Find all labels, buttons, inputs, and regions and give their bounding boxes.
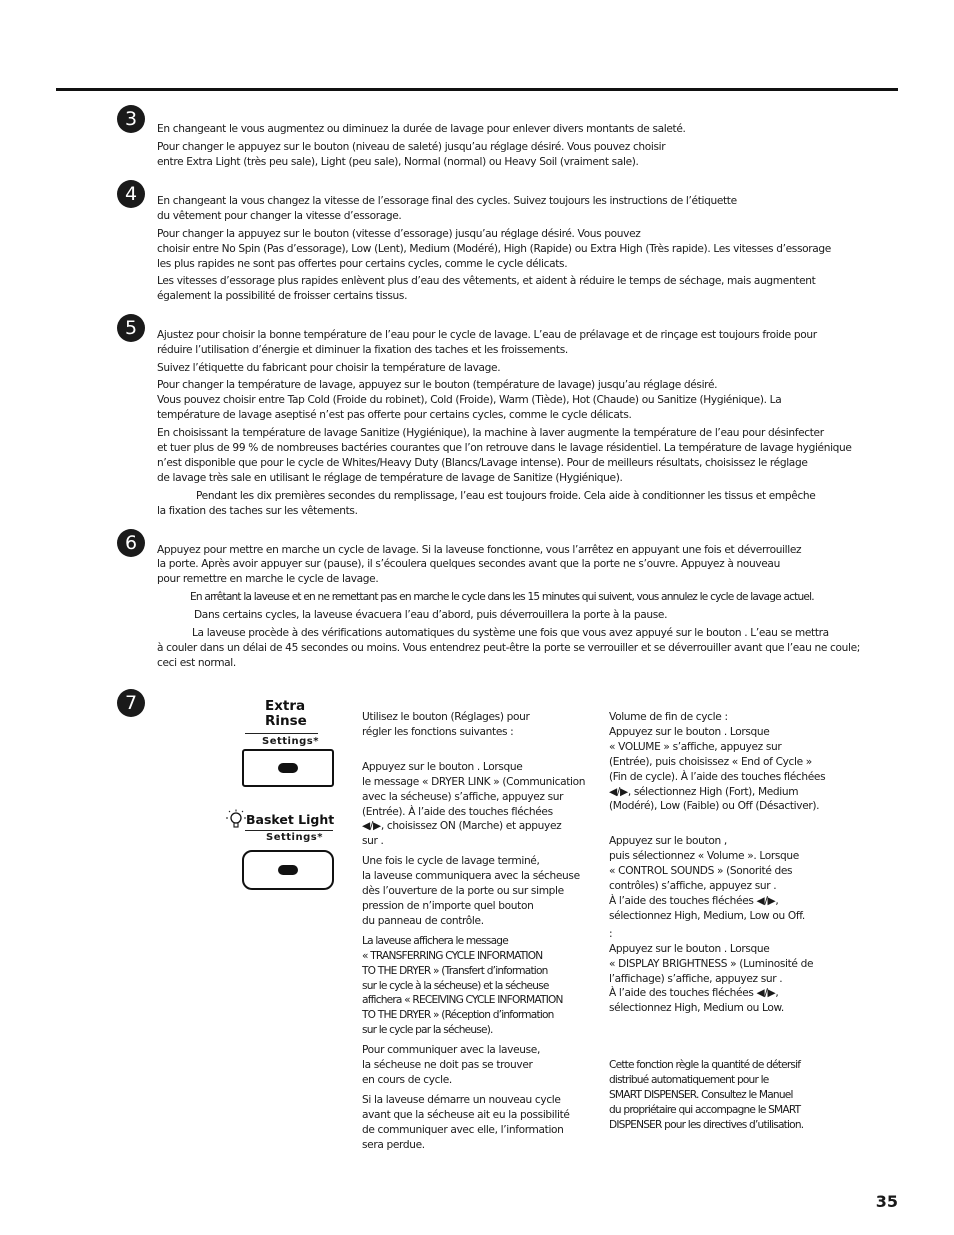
col2-line: sélectionnez High, Medium, Low ou Off. <box>609 909 805 922</box>
col2-line: « CONTROL SOUNDS » (Sonorité des <box>609 865 793 878</box>
s5-line: Ajustez pour choisir la bonne température de l’eau pour le cycle de lavage. L’eau de prélavage et de rinçage est toujours froide pour <box>157 329 817 341</box>
spacer <box>609 814 825 834</box>
col2-line: Appuyez sur le bouton . Lorsque <box>609 725 770 738</box>
settings-label: Settings* <box>262 736 319 747</box>
col2-line: l’affichage) s’affiche, appuyez sur . <box>609 972 783 985</box>
section-number-7: 7 <box>117 689 145 717</box>
col1-line: la laveuse communiquera avec la sécheuse <box>362 870 580 883</box>
col2-line: « DISPLAY BRIGHTNESS » (Luminosité de <box>609 957 814 970</box>
button-indicator <box>278 763 298 773</box>
col1-line: TO THE DRYER » (Réception d’information <box>362 1009 554 1022</box>
col1-line: du panneau de contrôle. <box>362 914 484 927</box>
section-number-5: 5 <box>117 314 145 342</box>
s6-line: la porte. Après avoir appuyer sur (pause), il s’écoulera quelques secondes avant que la porte ne s’ouvre. Appuyez à nouveau <box>157 558 780 570</box>
col1-line: sera perdue. <box>362 1138 425 1151</box>
col2-para <box>609 927 825 1016</box>
col1-line: Une fois le cycle de lavage terminé, <box>362 855 540 868</box>
s3-line: entre Extra Light (très peu sale), Light (peu sale), Normal (normal) ou Heavy Soil (vraiment sale). <box>157 156 639 168</box>
settings-divider <box>245 830 333 831</box>
col1-line: régler les fonctions suivantes : <box>362 725 514 738</box>
col2-line: (Entrée), puis choisissez « End of Cycle » <box>609 755 812 768</box>
s4-line: du vêtement pour changer la vitesse d’essorage. <box>157 210 402 222</box>
s5-line: En choisissant la température de lavage Sanitize (Hygiénique), la machine à laver augmente la température de l’eau pour désinfecter <box>157 427 824 439</box>
s5-line: n’est disponible que pour le cycle de Whites/Heavy Duty (Blancs/Lavage intense). Pour de meilleurs résultats, choisissez le réglage <box>157 457 808 469</box>
s5-line: et tuer plus de 99 % de nombreuses bactéries courantes que l’on retrouve dans le lavage résidentiel. La température de lavage hygiénique <box>157 442 852 454</box>
header-rule <box>56 88 898 91</box>
s3-line: En changeant le vous augmentez ou diminuez la durée de lavage pour enlever divers montants de saleté. <box>157 123 686 135</box>
col2-line: SMART DISPENSER. Consultez le Manuel <box>609 1089 793 1102</box>
col2-line: : <box>609 927 613 940</box>
s6-line: Dans certains cycles, la laveuse évacuera l’eau d’abord, puis déverrouillera la porte à la pause. <box>194 609 668 621</box>
col1-para <box>362 710 585 740</box>
s5-line: de lavage très sale en utilisant le réglage de température de lavage de Sanitize (Hygiénique). <box>157 472 623 484</box>
col1-para <box>362 760 585 849</box>
col2-line: Appuyez sur le bouton . Lorsque <box>609 942 770 955</box>
spacer <box>362 740 585 760</box>
col2-line: (Modéré), Low (Faible) ou Off (Désactiver). <box>609 800 820 813</box>
s5-line: température de lavage aseptisé n’est pas offerte pour certains cycles, comme le cycle délicats. <box>157 409 632 421</box>
page-number: 35 <box>875 1192 898 1211</box>
col1-line: (Entrée). À l’aide des touches fléchées <box>362 805 553 818</box>
col2-para <box>609 710 825 814</box>
col2-line: contrôles) s’affiche, appuyez sur . <box>609 880 777 893</box>
col1-line: Appuyez sur le bouton . Lorsque <box>362 760 523 773</box>
col1-line: affichera « RECEIVING CYCLE INFORMATION <box>362 994 563 1007</box>
s4-line: Les vitesses d’essorage plus rapides enlèvent plus d’eau des vêtements, et aident à réduire le temps de séchage, mais augmentent <box>157 275 816 287</box>
col1-line: avant que la sécheuse ait eu la possibilité <box>362 1108 570 1121</box>
settings-label: Settings* <box>266 832 323 843</box>
s4-line: choisir entre No Spin (Pas d’essorage), Low (Lent), Medium (Modéré), High (Rapide) ou Extra High (Très rapide). Les vitesses d’essorage <box>157 243 831 255</box>
col2-para <box>609 834 825 923</box>
col2-line: DISPENSER pour les directives d’utilisation. <box>609 1118 804 1131</box>
col2-line: du propriétaire qui accompagne le SMART <box>609 1103 801 1116</box>
col1-line: Si la laveuse démarre un nouveau cycle <box>362 1093 561 1106</box>
s6-line: La laveuse procède à des vérifications automatiques du système une fois que vous avez appuyé sur le bouton . L’eau se mettra <box>192 627 829 639</box>
col2-line: À l’aide des touches fléchées ◀/▶, <box>609 987 779 1000</box>
col2-line: Appuyez sur le bouton , <box>609 835 727 848</box>
col1-line: le message « DRYER LINK » (Communication <box>362 775 586 788</box>
s6-line: pour remettre en marche le cycle de lavage. <box>157 573 379 585</box>
settings-column-2 <box>609 710 825 1133</box>
spacer <box>609 1016 825 1058</box>
col2-line: puis sélectionnez « Volume ». Lorsque <box>609 850 799 863</box>
col2-line: (Fin de cycle). À l’aide des touches fléchées <box>609 770 826 783</box>
col1-line: de communiquer avec elle, l’information <box>362 1123 564 1136</box>
col1-line: sur . <box>362 835 384 848</box>
col1-line: la sécheuse ne doit pas se trouver <box>362 1059 533 1072</box>
s6-line: En arrêtant la laveuse et en ne remettant pas en marche le cycle dans les 15 minutes qui suivent, vous annulez le cycle de lavage actuel. <box>190 591 814 603</box>
col1-line: avec la sécheuse) s’affiche, appuyez sur <box>362 790 564 803</box>
col1-line: TO THE DRYER » (Transfert d’information <box>362 964 548 977</box>
col2-line: À l’aide des touches fléchées ◀/▶, <box>609 894 779 907</box>
col2-line: ◀/▶, sélectionnez High (Fort), Medium <box>609 785 799 798</box>
col1-line: dès l’ouverture de la porte ou sur simple <box>362 885 564 898</box>
section-number-4: 4 <box>117 180 145 208</box>
settings-column-1 <box>362 710 585 1152</box>
s5-line: Pour changer la température de lavage, appuyez sur le bouton (température de lavage) jusqu’au réglage désiré. <box>157 379 718 391</box>
s4-line: également la possibilité de froisser certains tissus. <box>157 290 408 302</box>
col1-para <box>362 1043 585 1088</box>
section-number-3: 3 <box>117 105 145 133</box>
col1-para <box>362 934 585 1038</box>
col1-line: ◀/▶, choisissez ON (Marche) et appuyez <box>362 820 562 833</box>
basket-light-label: Basket Light <box>246 812 335 827</box>
button-indicator <box>278 865 298 875</box>
basket-light-button[interactable] <box>242 850 334 890</box>
col1-line: sur le cycle par la sécheuse). <box>362 1024 493 1037</box>
col1-line: Pour communiquer avec la laveuse, <box>362 1044 540 1057</box>
settings-divider <box>245 733 318 734</box>
col1-para <box>362 854 585 929</box>
col1-para <box>362 1093 585 1153</box>
s4-line: En changeant la vous changez la vitesse de l’essorage final des cycles. Suivez toujours les instructions de l’étiquette <box>157 195 737 207</box>
col2-line: distribué automatiquement pour le <box>609 1074 769 1087</box>
s5-line: réduire l’utilisation d’énergie et diminuer la fixation des taches et les froissements. <box>157 344 568 356</box>
s5-line: Suivez l’étiquette du fabricant pour choisir la température de lavage. <box>157 362 501 374</box>
s6-line: Appuyez pour mettre en marche un cycle de lavage. Si la laveuse fonctionne, vous l’arrêtez en appuyant une fois et déverrouillez <box>157 544 802 556</box>
s4-line: les plus rapides ne sont pas offertes pour certains cycles, comme le cycle délicats. <box>157 258 568 270</box>
col1-line: sur le cycle à la sécheuse) et la sécheuse <box>362 979 549 992</box>
col1-line: Utilisez le bouton (Réglages) pour <box>362 711 530 723</box>
col1-line: « TRANSFERRING CYCLE INFORMATION <box>362 949 543 962</box>
s5-line: la fixation des taches sur les vêtements. <box>157 505 358 517</box>
col2-para <box>609 1058 825 1133</box>
col2-line: « VOLUME » s’affiche, appuyez sur <box>609 740 782 753</box>
s4-line: Pour changer la appuyez sur le bouton (vitesse d’essorage) jusqu’au réglage désiré. Vous pouvez <box>157 228 641 240</box>
col2-line: Volume de fin de cycle : <box>609 711 728 723</box>
col1-line: en cours de cycle. <box>362 1073 452 1086</box>
extra-rinse-button[interactable] <box>242 749 334 787</box>
extra-rinse-label: Extra <box>265 698 306 714</box>
s5-line: Vous pouvez choisir entre Tap Cold (Froide du robinet), Cold (Froide), Warm (Tiède), Hot (Chaude) ou Sanitize (Hygiénique). La <box>157 394 782 406</box>
s6-line: ceci est normal. <box>157 657 236 669</box>
col1-line: La laveuse affichera le message <box>362 934 508 947</box>
col2-line: sélectionnez High, Medium ou Low. <box>609 1002 784 1015</box>
s3-line: Pour changer le appuyez sur le bouton (niveau de saleté) jusqu’au réglage désiré. Vous pouvez choisir <box>157 141 666 153</box>
light-bulb-icon <box>226 809 246 831</box>
s5-line: Pendant les dix premières secondes du remplissage, l’eau est toujours froide. Cela aide à conditionner les tissus et empêche <box>196 490 816 502</box>
col2-line: Cette fonction règle la quantité de détersif <box>609 1059 801 1072</box>
s6-line: à couler dans un délai de 45 secondes ou moins. Vous entendrez peut-être la porte se verrouiller et se déverrouiller avant que l’eau ne coule; <box>157 642 860 654</box>
extra-rinse-label-2: Rinse <box>265 713 307 729</box>
col1-line: pression de n’importe quel bouton <box>362 899 534 912</box>
section-number-6: 6 <box>117 529 145 557</box>
